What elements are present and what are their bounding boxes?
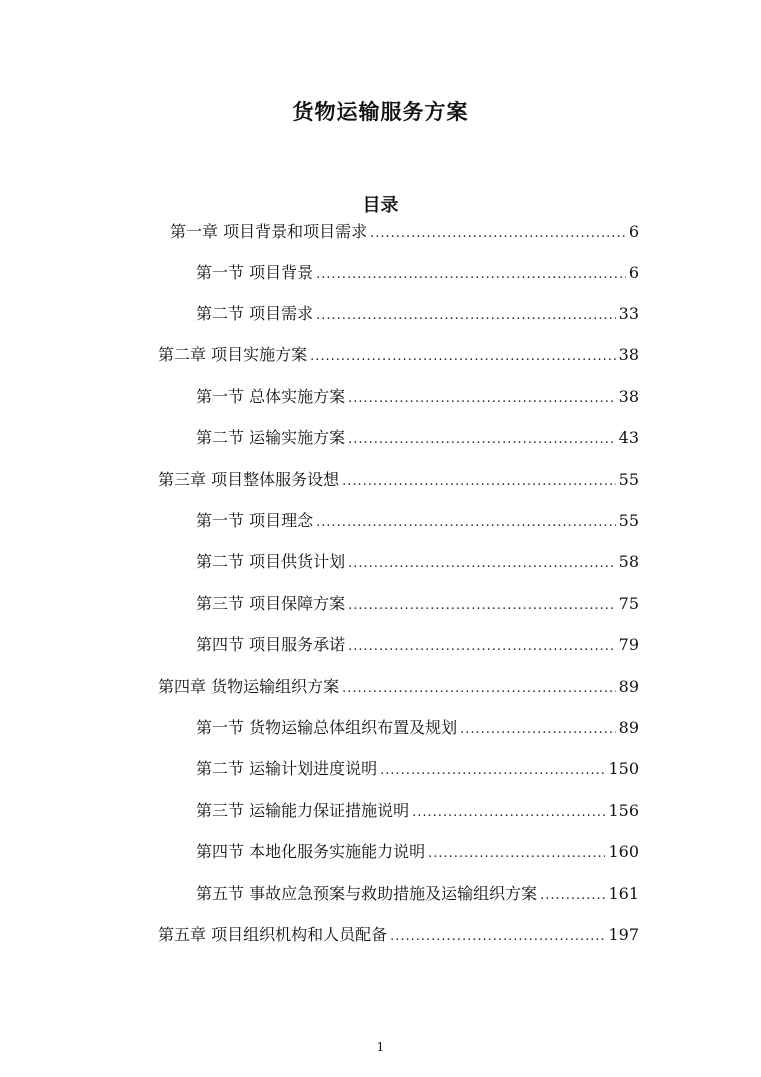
- toc-entry-page: 89: [618, 677, 639, 696]
- page-number: 1: [376, 1040, 385, 1054]
- toc-entry-label: 第二节 运输计划进度说明: [196, 759, 378, 778]
- toc-entry-label: 第五章 项目组织机构和人员配备: [158, 925, 388, 944]
- toc-entry-page: 160: [608, 842, 639, 861]
- toc-leader-dots: [370, 223, 626, 245]
- toc-section-entry[interactable]: [196, 262, 639, 284]
- toc-entry-page: 55: [618, 511, 639, 530]
- toc-section-entry[interactable]: [196, 841, 639, 863]
- toc-chapter-entry[interactable]: [158, 924, 639, 946]
- toc-entry-label: 第二节 项目需求: [196, 304, 314, 323]
- toc-entry-page: 156: [608, 801, 639, 820]
- toc-section-entry[interactable]: [196, 634, 639, 656]
- toc-entry-page: 38: [618, 387, 639, 406]
- toc-chapter-entry[interactable]: [158, 676, 639, 698]
- toc-leader-dots: [342, 471, 616, 493]
- toc-entry-label: 第二节 项目供货计划: [196, 552, 346, 571]
- toc-section-entry[interactable]: [196, 800, 639, 822]
- toc-entry-page: 58: [618, 552, 639, 571]
- toc-section-entry[interactable]: [196, 427, 639, 449]
- toc-entry-label: 第一章 项目背景和项目需求: [170, 222, 368, 241]
- toc-entry-page: 150: [608, 759, 639, 778]
- toc-heading: 目录: [362, 195, 399, 216]
- toc-entry-page: 33: [618, 304, 639, 323]
- toc-leader-dots: [348, 388, 616, 410]
- toc-leader-dots: [342, 678, 616, 700]
- toc-section-entry[interactable]: [196, 883, 639, 905]
- toc-entry-page: 43: [618, 428, 639, 447]
- toc-entry-label: 第五节 事故应急预案与救助措施及运输组织方案: [196, 884, 538, 903]
- toc-entry-page: 75: [618, 594, 639, 613]
- toc-entry-label: 第一节 总体实施方案: [196, 387, 346, 406]
- toc-leader-dots: [348, 595, 616, 617]
- toc-leader-dots: [540, 885, 605, 907]
- toc-entry-label: 第四章 货物运输组织方案: [158, 677, 340, 696]
- toc-leader-dots: [460, 719, 616, 741]
- toc-entry-label: 第一节 货物运输总体组织布置及规划: [196, 718, 458, 737]
- toc-entry-page: 6: [628, 263, 639, 282]
- toc-entry-label: 第三章 项目整体服务设想: [158, 470, 340, 489]
- toc-entry-page: 6: [628, 222, 639, 241]
- toc-leader-dots: [348, 553, 616, 575]
- toc-leader-dots: [316, 305, 616, 327]
- toc-entry-label: 第三节 运输能力保证措施说明: [196, 801, 410, 820]
- toc-leader-dots: [310, 346, 616, 368]
- toc-leader-dots: [380, 760, 605, 782]
- toc-section-entry[interactable]: [196, 593, 639, 615]
- toc-section-entry[interactable]: [196, 303, 639, 325]
- toc-leader-dots: [316, 512, 616, 534]
- toc-chapter-entry[interactable]: [170, 221, 639, 243]
- document-title: 货物运输服务方案: [292, 100, 469, 124]
- toc-leader-dots: [428, 843, 605, 865]
- toc-leader-dots: [348, 429, 616, 451]
- toc-entry-label: 第二章 项目实施方案: [158, 345, 308, 364]
- toc-leader-dots: [412, 802, 605, 824]
- toc-entry-page: 197: [608, 925, 639, 944]
- toc-section-entry[interactable]: [196, 510, 639, 532]
- toc-entry-label: 第一节 项目背景: [196, 263, 314, 282]
- toc-entry-page: 55: [618, 470, 639, 489]
- toc-chapter-entry[interactable]: [158, 344, 639, 366]
- toc-entry-page: 38: [618, 345, 639, 364]
- toc-section-entry[interactable]: [196, 717, 639, 739]
- toc-entry-page: 79: [618, 635, 639, 654]
- toc-entry-label: 第一节 项目理念: [196, 511, 314, 530]
- toc-entry-label: 第四节 本地化服务实施能力说明: [196, 842, 426, 861]
- toc-leader-dots: [390, 926, 605, 948]
- toc-entry-label: 第三节 项目保障方案: [196, 594, 346, 613]
- toc-entry-label: 第二节 运输实施方案: [196, 428, 346, 447]
- toc-leader-dots: [348, 636, 616, 658]
- toc-entry-page: 89: [618, 718, 639, 737]
- toc-entry-page: 161: [608, 884, 639, 903]
- toc-entry-label: 第四节 项目服务承诺: [196, 635, 346, 654]
- toc-leader-dots: [316, 264, 626, 286]
- toc-section-entry[interactable]: [196, 386, 639, 408]
- toc-chapter-entry[interactable]: [158, 469, 639, 491]
- toc-section-entry[interactable]: [196, 758, 639, 780]
- toc-section-entry[interactable]: [196, 551, 639, 573]
